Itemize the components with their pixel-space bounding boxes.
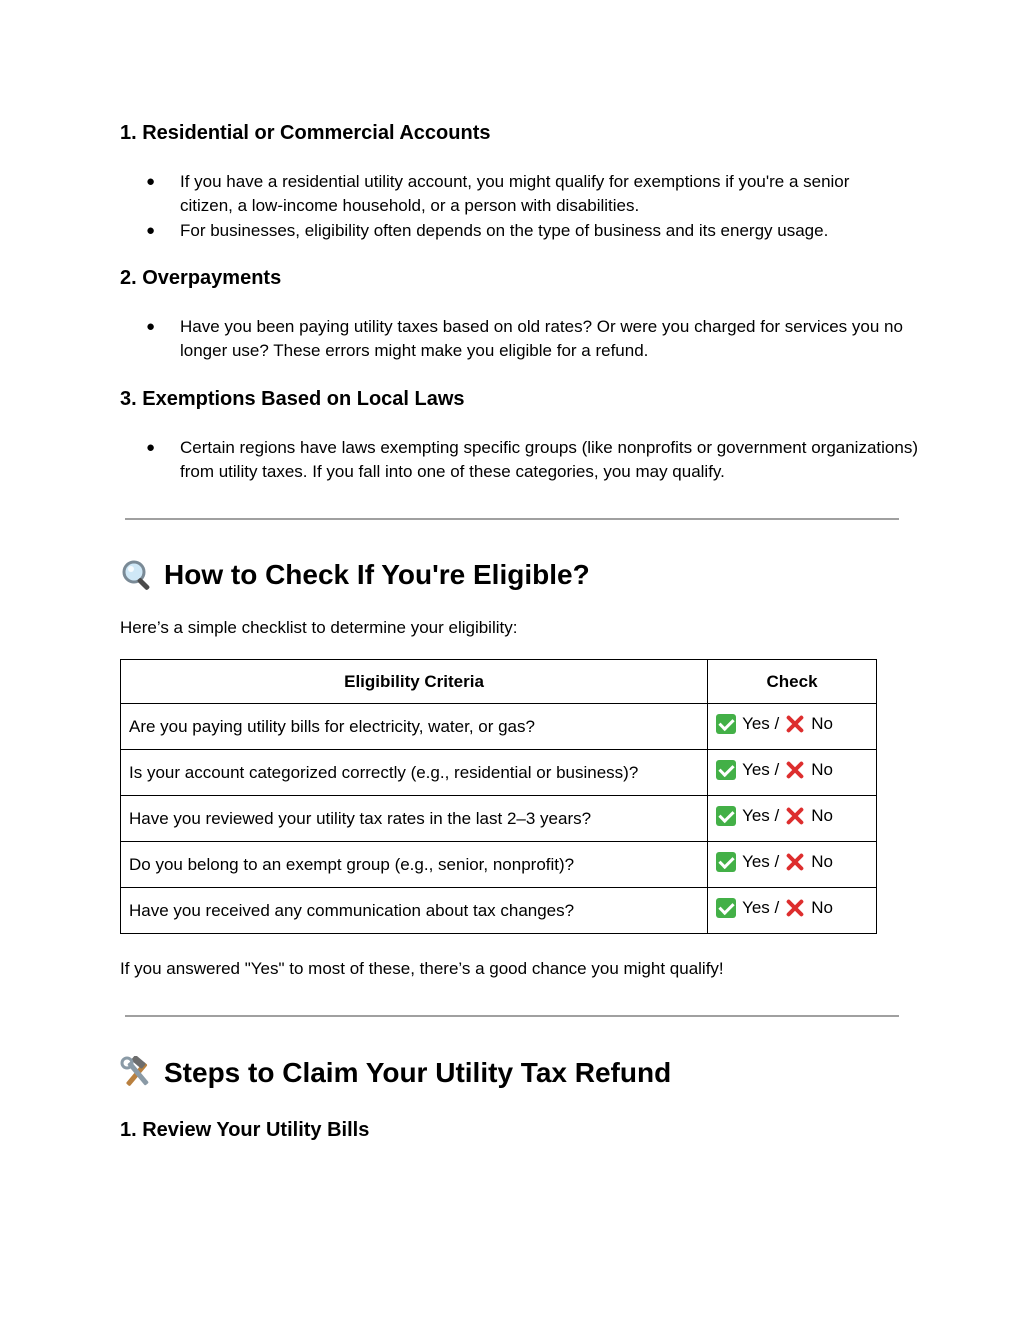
bullet-list <box>146 170 940 243</box>
list-item <box>146 170 900 219</box>
list-item <box>146 315 920 364</box>
magnifying-glass-icon <box>120 558 154 592</box>
no-label: No <box>811 806 833 825</box>
eligibility-table <box>120 659 877 934</box>
section-heading: 1. Residential or Commercial Accounts <box>120 122 491 144</box>
section-heading <box>120 1056 671 1090</box>
cross-mark-icon <box>785 852 805 872</box>
check-cell <box>708 704 877 750</box>
criteria-cell: Do you belong to an exempt group (e.g., senior, nonprofit)? <box>121 842 708 888</box>
bullet-text: Certain regions have laws exempting specific groups (like nonprofits or government organizations) from utility taxes. If you fall into one of these categories, you may qualify. <box>180 438 918 482</box>
no-label: No <box>811 898 833 917</box>
intro-text: Here’s a simple checklist to determine your eligibility: <box>120 618 518 637</box>
yes-label: Yes / <box>742 714 780 733</box>
table-row <box>121 704 877 750</box>
cross-mark-icon <box>785 714 805 734</box>
criteria-cell: Are you paying utility bills for electricity, water, or gas? <box>121 704 708 750</box>
cross-mark-icon <box>785 806 805 826</box>
table-row <box>121 842 877 888</box>
heading-text: How to Check If You're Eligible? <box>164 559 590 590</box>
check-cell <box>708 750 877 796</box>
check-mark-icon <box>716 806 736 826</box>
bullet-text: For businesses, eligibility often depends on the type of business and its energy usage. <box>180 220 829 240</box>
hammer-and-wrench-icon <box>120 1056 154 1090</box>
bullet-text: If you have a residential utility account, you might qualify for exemptions if you're a senior citizen, a low-income household, or a person with disabilities. <box>180 172 850 216</box>
no-label: No <box>811 852 833 871</box>
no-label: No <box>811 760 833 779</box>
bullet-glyph: ● <box>146 318 156 335</box>
cross-mark-icon <box>785 898 805 918</box>
table-row <box>121 796 877 842</box>
horizontal-rule <box>125 1015 899 1017</box>
column-header: Check <box>708 660 877 704</box>
horizontal-rule <box>125 518 899 520</box>
column-header: Eligibility Criteria <box>121 660 708 704</box>
bullet-text: Have you been paying utility taxes based on old rates? Or were you charged for services you no longer use? These errors might make you eligible for a refund. <box>180 317 903 361</box>
no-label: No <box>811 714 833 733</box>
bullet-glyph: ● <box>146 439 156 456</box>
yes-label: Yes / <box>742 852 780 871</box>
cross-mark-icon <box>785 760 805 780</box>
criteria-cell: Have you reviewed your utility tax rates in the last 2–3 years? <box>121 796 708 842</box>
check-mark-icon <box>716 760 736 780</box>
check-cell <box>708 842 877 888</box>
table-row <box>121 888 877 934</box>
check-cell <box>708 796 877 842</box>
table-header-row <box>121 660 877 704</box>
list-item <box>146 219 940 243</box>
bullet-list <box>146 315 920 364</box>
outro-text: If you answered "Yes" to most of these, there’s a good chance you might qualify! <box>120 959 724 978</box>
section-heading <box>120 558 590 592</box>
check-mark-icon <box>716 898 736 918</box>
check-mark-icon <box>716 852 736 872</box>
yes-label: Yes / <box>742 806 780 825</box>
table-row <box>121 750 877 796</box>
yes-label: Yes / <box>742 898 780 917</box>
criteria-cell: Is your account categorized correctly (e.g., residential or business)? <box>121 750 708 796</box>
heading-text: Steps to Claim Your Utility Tax Refund <box>164 1057 672 1088</box>
yes-label: Yes / <box>742 760 780 779</box>
list-item <box>146 436 920 485</box>
section-heading: 2. Overpayments <box>120 267 282 289</box>
bullet-list <box>146 436 920 485</box>
criteria-cell: Have you received any communication about tax changes? <box>121 888 708 934</box>
check-mark-icon <box>716 714 736 734</box>
check-cell <box>708 888 877 934</box>
bullet-glyph: ● <box>146 221 156 239</box>
section-heading: 1. Review Your Utility Bills <box>120 1119 370 1141</box>
section-heading: 3. Exemptions Based on Local Laws <box>120 388 465 410</box>
bullet-glyph: ● <box>146 173 156 190</box>
